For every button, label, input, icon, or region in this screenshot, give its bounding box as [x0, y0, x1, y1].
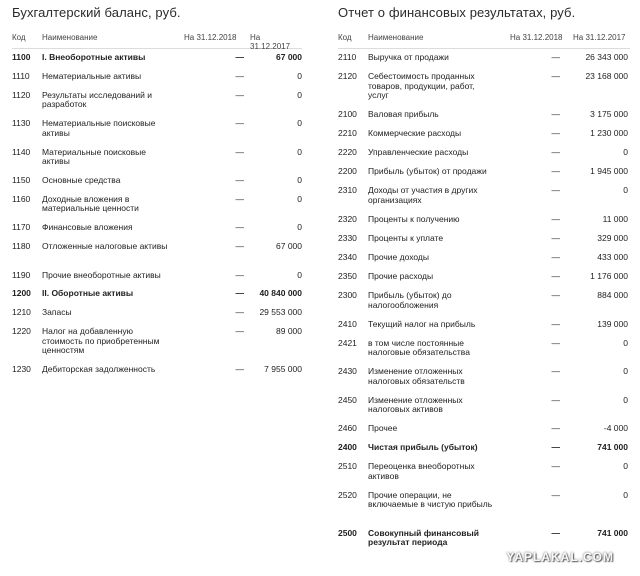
table-row	[12, 72, 302, 91]
row-code: 2300	[338, 290, 357, 301]
row-name: Отложенные налоговые активы	[42, 241, 168, 252]
row-value-2018: —	[235, 89, 244, 100]
balance-panel	[12, 0, 302, 384]
row-name: I. Внеоборотные активы	[42, 52, 146, 62]
row-value-2018: —	[235, 307, 244, 318]
row-value-2017: 0	[623, 337, 628, 348]
row-name: Совокупный финансовый результат периода	[368, 527, 480, 548]
row-name: Себестоимость проданных товаров, продукции, работ, услуг	[368, 71, 475, 101]
table-row	[338, 234, 630, 253]
row-value-2018: —	[551, 527, 560, 538]
table-row	[338, 272, 630, 291]
table-row	[12, 289, 302, 308]
row-name: Чистая прибыль (убыток)	[368, 442, 478, 453]
row-code: 2400	[338, 442, 357, 453]
row-value-2018: —	[551, 318, 560, 329]
row-code: 2510	[338, 461, 357, 472]
row-name: Налог на добавленную стоимость по приобретенным ценностям	[42, 326, 160, 356]
row-value-2017: 40 840 000	[259, 288, 302, 299]
row-value-2017: 433 000	[597, 251, 628, 262]
row-value-2018: —	[551, 423, 560, 434]
row-value-2017: 0	[623, 461, 628, 472]
row-value-2017: 1 230 000	[590, 128, 628, 139]
row-value-2018: —	[551, 251, 560, 262]
table-row	[338, 396, 630, 425]
row-value-2017: 1 945 000	[590, 166, 628, 177]
row-value-2017: 0	[297, 70, 302, 81]
table-row	[338, 367, 630, 396]
row-value-2017: 0	[623, 185, 628, 196]
table-row	[338, 186, 630, 215]
row-value-2017: 0	[297, 174, 302, 185]
table-row	[12, 365, 302, 384]
row-name: Доходные вложения в материальные ценности	[42, 193, 139, 214]
row-name: Прочие доходы	[368, 251, 429, 262]
row-name: Управленческие расходы	[368, 147, 469, 158]
row-value-2018: —	[235, 52, 244, 62]
row-code: 2520	[338, 489, 357, 500]
row-code: 1160	[12, 193, 31, 204]
row-code: 1170	[12, 222, 31, 233]
row-code: 2460	[338, 423, 357, 434]
row-value-2018: —	[235, 118, 244, 129]
row-name: Материальные поисковые активы	[42, 146, 146, 167]
row-name: Валовая прибыль	[368, 109, 439, 120]
row-value-2018: —	[551, 147, 560, 158]
row-value-2018: —	[235, 146, 244, 157]
table-row	[338, 215, 630, 234]
row-name: Запасы	[42, 307, 72, 318]
row-code: 2330	[338, 232, 357, 243]
row-value-2017: 0	[297, 89, 302, 100]
row-value-2017: 0	[623, 366, 628, 377]
row-value-2018: —	[551, 52, 560, 62]
row-value-2018: —	[235, 174, 244, 185]
row-name: Прочие расходы	[368, 270, 434, 281]
row-code: 1130	[12, 118, 31, 129]
row-code: 2320	[338, 213, 357, 224]
row-value-2017: 0	[297, 222, 302, 233]
row-value-2017: 741 000	[597, 442, 628, 453]
row-code: 2310	[338, 185, 357, 196]
row-value-2018: —	[551, 394, 560, 405]
row-value-2017: 67 000	[276, 52, 302, 62]
balance-title: Бухгалтерский баланс, руб.	[12, 5, 181, 20]
row-value-2018: —	[235, 193, 244, 204]
row-code: 2120	[338, 71, 357, 82]
row-value-2017: -4 000	[603, 423, 628, 434]
row-code: 2410	[338, 318, 357, 329]
header-name: Наименование	[368, 33, 424, 42]
row-code: 2340	[338, 251, 357, 262]
row-code: 1220	[12, 326, 31, 337]
table-row	[12, 242, 302, 270]
row-name: Прибыль (убыток) до налогообложения	[368, 290, 452, 310]
table-row	[338, 424, 630, 443]
table-row	[338, 167, 630, 186]
row-code: 2450	[338, 394, 357, 405]
row-code: 1230	[12, 364, 31, 375]
row-code: 1100	[12, 52, 31, 62]
row-value-2018: —	[551, 337, 560, 348]
row-name: Прибыль (убыток) от продажи	[368, 166, 487, 177]
row-code: 2500	[338, 527, 357, 538]
table-row	[338, 320, 630, 339]
row-value-2017: 11 000	[602, 213, 628, 224]
row-name: Основные средства	[42, 174, 121, 185]
row-name: Результаты исследований и разработок	[42, 89, 153, 110]
row-name: II. Оборотные активы	[42, 288, 134, 299]
table-row	[12, 148, 302, 176]
row-code: 1120	[12, 89, 31, 100]
table-row	[338, 462, 630, 491]
row-name: Нематериальные активы	[42, 70, 142, 81]
table-row	[12, 119, 302, 147]
table-row	[338, 339, 630, 368]
results-table-header	[338, 30, 630, 46]
table-row	[338, 443, 630, 462]
row-value-2017: 0	[297, 269, 302, 280]
row-value-2018: —	[235, 288, 244, 299]
row-code: 2421	[338, 337, 357, 348]
row-value-2017: 7 955 000	[264, 364, 302, 375]
table-row	[338, 129, 630, 148]
row-code: 2110	[338, 52, 357, 62]
row-name: Прочие операции, не включаемые в чистую прибыль	[368, 489, 493, 510]
header-name: Наименование	[42, 33, 98, 42]
row-value-2018: —	[235, 326, 244, 337]
header-code: Код	[12, 33, 26, 42]
row-value-2017: 741 000	[597, 527, 628, 538]
row-value-2017: 0	[623, 489, 628, 500]
table-row	[338, 53, 630, 72]
header-date-2017: На 31.12.2017	[573, 33, 626, 42]
header-date-2018: На 31.12.2018	[510, 33, 563, 42]
row-value-2017: 67 000	[276, 241, 302, 252]
row-code: 2350	[338, 270, 357, 281]
row-value-2017: 23 168 000	[585, 71, 628, 82]
row-value-2018: —	[235, 269, 244, 280]
row-value-2017: 0	[623, 147, 628, 158]
table-row	[12, 308, 302, 327]
balance-table-header	[12, 30, 302, 51]
table-row	[338, 148, 630, 167]
row-value-2018: —	[235, 222, 244, 233]
header-date-2017: На 31.12.2017	[250, 33, 291, 51]
table-row	[12, 271, 302, 290]
row-code: 1210	[12, 307, 31, 318]
table-row	[12, 195, 302, 223]
header-date-2018: На 31.12.2018	[184, 33, 237, 42]
results-table-body	[338, 53, 630, 557]
row-value-2017: 26 343 000	[585, 52, 628, 62]
header-divider	[338, 48, 630, 49]
table-row	[12, 327, 302, 365]
row-name: Проценты к получению	[368, 213, 460, 224]
row-value-2018: —	[551, 232, 560, 243]
row-name: Изменение отложенных налоговых активов	[368, 394, 463, 415]
row-name: Дебиторская задолженность	[42, 364, 156, 375]
row-value-2018: —	[551, 442, 560, 453]
row-value-2018: —	[235, 70, 244, 81]
table-row	[338, 253, 630, 272]
row-name: Финансовые вложения	[42, 222, 133, 233]
row-value-2018: —	[551, 461, 560, 472]
row-code: 2200	[338, 166, 357, 177]
row-value-2017: 0	[297, 146, 302, 157]
row-name: Выручка от продажи	[368, 52, 449, 62]
table-row	[338, 110, 630, 129]
row-name: в том числе постоянные налоговые обязательства	[368, 337, 470, 358]
row-name: Текущий налог на прибыль	[368, 318, 476, 329]
table-row	[338, 491, 630, 529]
row-code: 2210	[338, 128, 357, 139]
row-value-2018: —	[551, 109, 560, 120]
row-value-2018: —	[551, 128, 560, 139]
row-code: 1200	[12, 288, 31, 299]
row-value-2017: 884 000	[597, 290, 628, 301]
row-value-2017: 1 176 000	[590, 270, 628, 281]
row-name: Доходы от участия в других организациях	[368, 185, 478, 205]
row-code: 1180	[12, 241, 31, 252]
row-value-2017: 89 000	[276, 326, 302, 337]
row-value-2018: —	[235, 364, 244, 375]
row-value-2017: 0	[297, 118, 302, 129]
results-title: Отчет о финансовых результатах, руб.	[338, 5, 576, 20]
row-value-2018: —	[551, 213, 560, 224]
table-row	[12, 223, 302, 242]
row-value-2017: 329 000	[597, 232, 628, 243]
row-value-2018: —	[551, 71, 560, 82]
row-code: 1150	[12, 174, 31, 185]
row-name: Нематериальные поисковые активы	[42, 118, 156, 138]
row-name: Переоценка внеоборотных активов	[368, 461, 475, 481]
table-row	[12, 53, 302, 72]
row-code: 2220	[338, 147, 357, 158]
row-value-2017: 0	[297, 193, 302, 204]
row-value-2018: —	[551, 270, 560, 281]
row-value-2018: —	[235, 241, 244, 252]
results-panel	[338, 0, 630, 557]
balance-table-body	[12, 53, 302, 384]
row-name: Коммерческие расходы	[368, 128, 462, 139]
row-value-2018: —	[551, 185, 560, 196]
row-name: Изменение отложенных налоговых обязательств	[368, 366, 465, 386]
row-code: 1190	[12, 269, 31, 280]
row-value-2017: 0	[623, 394, 628, 405]
row-value-2018: —	[551, 166, 560, 177]
row-value-2017: 29 553 000	[259, 307, 302, 318]
row-name: Прочее	[368, 423, 398, 434]
row-code: 2100	[338, 109, 357, 120]
row-value-2018: —	[551, 366, 560, 377]
row-code: 1110	[12, 70, 30, 81]
header-code: Код	[338, 33, 352, 42]
table-row	[12, 176, 302, 195]
row-code: 1140	[12, 146, 31, 157]
row-value-2018: —	[551, 489, 560, 500]
watermark: YAPLAKAL.COM	[506, 550, 614, 564]
row-value-2018: —	[551, 290, 560, 301]
row-code: 2430	[338, 366, 357, 377]
row-name: Прочие внеоборотные активы	[42, 269, 161, 280]
row-name: Проценты к уплате	[368, 232, 444, 243]
table-row	[338, 72, 630, 110]
row-value-2017: 139 000	[597, 318, 628, 329]
table-row	[12, 91, 302, 119]
table-row	[338, 291, 630, 320]
row-value-2017: 3 175 000	[590, 109, 628, 120]
